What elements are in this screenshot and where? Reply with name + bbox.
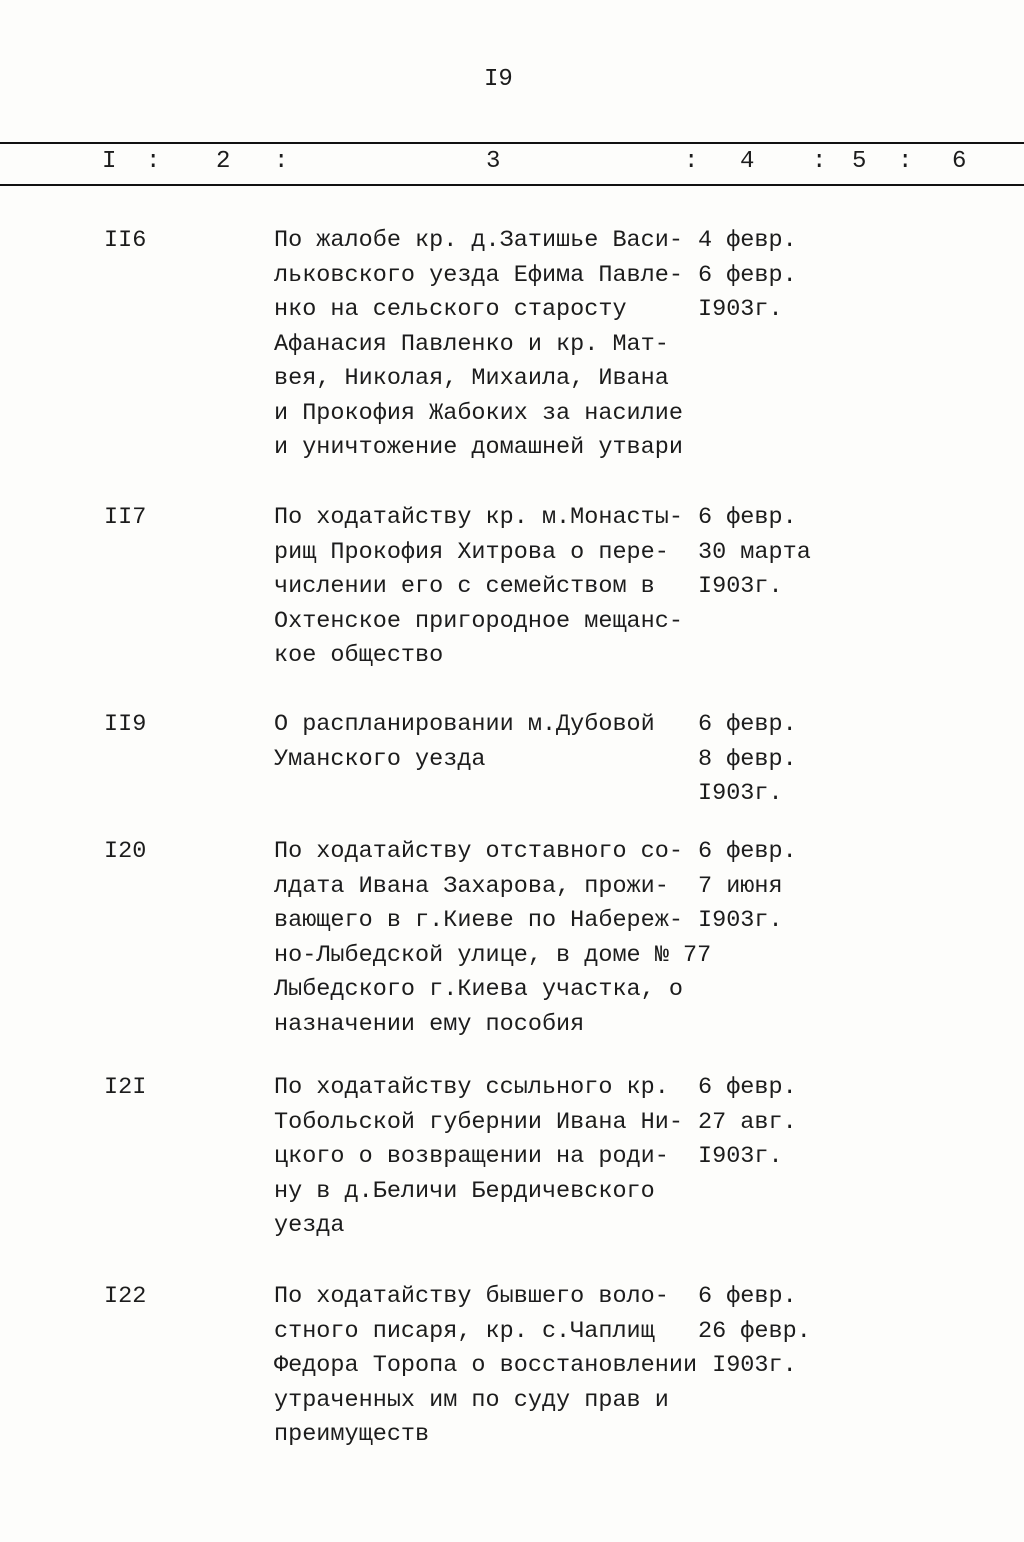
date-line: I903г. bbox=[698, 573, 783, 600]
description-line: Лыбедского г.Киева участка, о bbox=[274, 976, 683, 1003]
col-separator: : bbox=[274, 148, 289, 175]
date-line: 6 февр. bbox=[698, 1283, 797, 1310]
entry-dates bbox=[698, 224, 797, 328]
description-line: но-Лыбедской улице, в доме № 77 bbox=[274, 941, 712, 969]
entry-number: II7 bbox=[104, 504, 147, 531]
date-line: 4 февр. bbox=[698, 227, 797, 254]
entry-description bbox=[274, 1071, 683, 1244]
date-line: 7 июня bbox=[698, 872, 783, 900]
description-line: стного писаря, кр. с.Чаплищ bbox=[274, 1317, 655, 1345]
description-line: утраченных им по суду прав и bbox=[274, 1386, 669, 1414]
entry-number: I2I bbox=[104, 1074, 147, 1101]
description-line: кое общество bbox=[274, 642, 444, 669]
description-line: назначении ему пособия bbox=[274, 1010, 585, 1038]
description-line: цкого о возвращении на роди- bbox=[274, 1143, 669, 1170]
description-line: ну в д.Беличи Бердичевского bbox=[274, 1177, 655, 1205]
description-line: Тобольской губернии Ивана Ни- bbox=[274, 1108, 683, 1136]
entry-number: II9 bbox=[104, 711, 147, 738]
col-header-3: 3 bbox=[486, 148, 501, 175]
date-line: 30 марта bbox=[698, 538, 811, 566]
col-separator: : bbox=[684, 148, 699, 175]
col-header-2: 2 bbox=[216, 148, 231, 175]
date-line: 26 февр. bbox=[698, 1317, 811, 1345]
col-header-6: 6 bbox=[952, 148, 967, 175]
date-line: 6 февр. bbox=[698, 261, 797, 289]
date-line: I903г. bbox=[698, 1143, 783, 1170]
description-line: уезда bbox=[274, 1212, 345, 1239]
description-line: и Прокофия Жабоких за насилие bbox=[274, 399, 683, 427]
description-line: Федора Торопа о восстановлении bbox=[274, 1352, 698, 1379]
date-line: 8 февр. bbox=[698, 745, 797, 773]
page-number: I9 bbox=[484, 66, 513, 93]
description-line: лдата Ивана Захарова, прожи- bbox=[274, 872, 669, 900]
date-line: I903г. bbox=[698, 1352, 797, 1379]
entry-dates bbox=[698, 708, 797, 812]
description-line: вающего в г.Киеве по Набереж- bbox=[274, 907, 683, 934]
entry-dates bbox=[698, 835, 797, 939]
entry-dates bbox=[698, 1071, 797, 1175]
col-separator: : bbox=[898, 148, 913, 175]
entry-description bbox=[274, 1280, 697, 1453]
description-line: рищ Прокофия Хитрова о пере- bbox=[274, 538, 669, 566]
date-line: 6 февр. bbox=[698, 711, 797, 738]
date-line: 6 февр. bbox=[698, 504, 797, 531]
description-line: По ходатайству отставного со- bbox=[274, 838, 683, 865]
date-line: I903г. bbox=[698, 907, 783, 934]
description-line: По ходатайству ссыльного кр. bbox=[274, 1074, 669, 1101]
entry-number: I20 bbox=[104, 838, 147, 865]
entry-description bbox=[274, 501, 683, 674]
entry-dates bbox=[698, 1280, 811, 1384]
description-line: Уманского уезда bbox=[274, 745, 486, 773]
description-line: числении его с семейством в bbox=[274, 573, 655, 600]
col-separator: : bbox=[812, 148, 827, 175]
description-line: Охтенское пригородное мещанс- bbox=[274, 607, 683, 635]
description-line: Афанасия Павленко и кр. Мат- bbox=[274, 330, 669, 358]
col-header-1: I bbox=[102, 148, 117, 175]
description-line: вея, Николая, Михаила, Ивана bbox=[274, 365, 669, 392]
entry-description bbox=[274, 835, 711, 1042]
description-line: О распланировании м.Дубовой bbox=[274, 711, 655, 738]
entry-dates bbox=[698, 501, 811, 605]
entry-description bbox=[274, 224, 683, 466]
col-header-5: 5 bbox=[852, 148, 867, 175]
date-line: 6 февр. bbox=[698, 1074, 797, 1101]
date-line: 6 февр. bbox=[698, 838, 797, 865]
description-line: По жалобе кр. д.Затишье Васи- bbox=[274, 227, 683, 254]
date-line: I903г. bbox=[698, 780, 783, 807]
col-separator: : bbox=[146, 148, 161, 175]
entry-number: I22 bbox=[104, 1283, 147, 1310]
col-header-4: 4 bbox=[740, 148, 755, 175]
header-top-rule bbox=[0, 142, 1024, 144]
description-line: нко на сельского старосту bbox=[274, 296, 627, 323]
entry-number: II6 bbox=[104, 227, 147, 254]
date-line: I903г. bbox=[698, 296, 783, 323]
description-line: и уничтожение домашней утвари bbox=[274, 434, 683, 461]
header-bottom-rule bbox=[0, 184, 1024, 186]
description-line: По ходатайству бывшего воло- bbox=[274, 1283, 669, 1310]
description-line: По ходатайству кр. м.Монасты- bbox=[274, 504, 683, 531]
description-line: льковского уезда Ефима Павле- bbox=[274, 261, 683, 289]
date-line: 27 авг. bbox=[698, 1108, 797, 1136]
description-line: преимуществ bbox=[274, 1421, 430, 1448]
entry-description bbox=[274, 708, 655, 777]
